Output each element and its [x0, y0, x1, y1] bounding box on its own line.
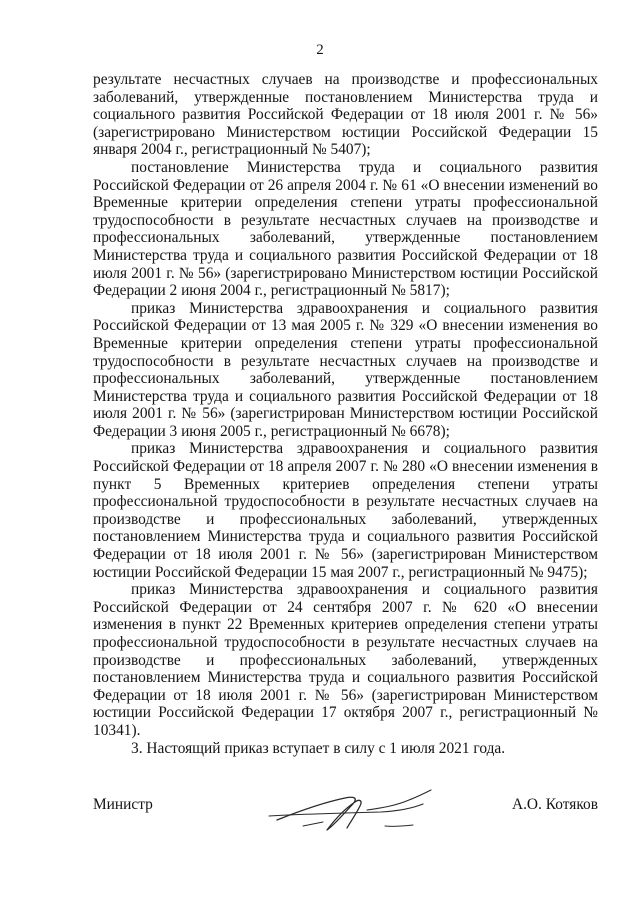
paragraph-order-280: приказ Министерства здравоохранения и социального развития Российской Федерации от 18 апреля 2007 г. № 280 «О внесении изменения в пункт 5 Временных критериев определения степени утраты профессиональной трудоспособности в результате несчастных случаев на производстве и профессиональных заболеваний, утвержденных постановлением Министерства труда и социального развития Российской Федерации от 18 июля 2001 г. № 56» (зарегистрирован Министерством юстиции Российской Федерации 15 мая 2007 г., регистрационный № 9475); — [93, 440, 598, 581]
paragraph-order-329: приказ Министерства здравоохранения и социального развития Российской Федерации от 13 мая 2005 г. № 329 «О внесении изменения во Временные критерии определения степени утраты профессиональной трудоспособности в результате несчастных случаев на производстве и профессиональных заболеваний, утвержденные постановлением Министерства труда и социального развития Российской Федерации от 18 июля 2001 г. № 56» (зарегистрирован Министерством юстиции Российской Федерации 3 июня 2005 г., регистрационный № 6678); — [93, 299, 598, 440]
paragraph-continuation: результате несчастных случаев на производстве и профессиональных заболеваний, утвержденные постановлением Министерства труда и социального развития Российской Федерации от 18 июля 2001 г. № 56» (зарегистрировано Министерством юстиции Российской Федерации 15 января 2004 г., регистрационный № 5407); — [93, 71, 598, 159]
paragraph-effective-date: 3. Настоящий приказ вступает в силу с 1 июля 2021 года. — [131, 739, 506, 757]
paragraph-resolution-61: постановление Министерства труда и социального развития Российской Федерации от 26 апреля 2004 г. № 61 «О внесении изменений во Временные критерии определения степени утраты профессиональной трудоспособности в результате несчастных случаев на производстве и профессиональных заболеваний, утвержденные постановлением Министерства труда и социального развития Российской Федерации от 18 июля 2001 г. № 56» (зарегистрировано Министерством юстиции Российской Федерации 2 июня 2004 г., регистрационный № 5817); — [93, 158, 598, 300]
handwritten-signature — [263, 786, 453, 834]
signer-position: Министр — [93, 796, 153, 813]
document-body — [93, 71, 598, 757]
signature-block — [93, 786, 598, 836]
signer-name: А.О. Котяков — [511, 796, 598, 813]
paragraph-order-620: приказ Министерства здравоохранения и социального развития Российской Федерации от 24 сентября 2007 г. № 620 «О внесении изменения в пункт 22 Временных критериев определения степени утраты профессиональной трудоспособности в результате несчастных случаев на производстве и профессиональных заболеваний, утвержденных постановлением Министерства труда и социального развития Российской Федерации от 18 июля 2001 г. № 56» (зарегистрирован Министерством юстиции Российской Федерации 17 октября 2007 г., регистрационный № 10341). — [93, 581, 598, 739]
page-number: 2 — [316, 42, 324, 58]
